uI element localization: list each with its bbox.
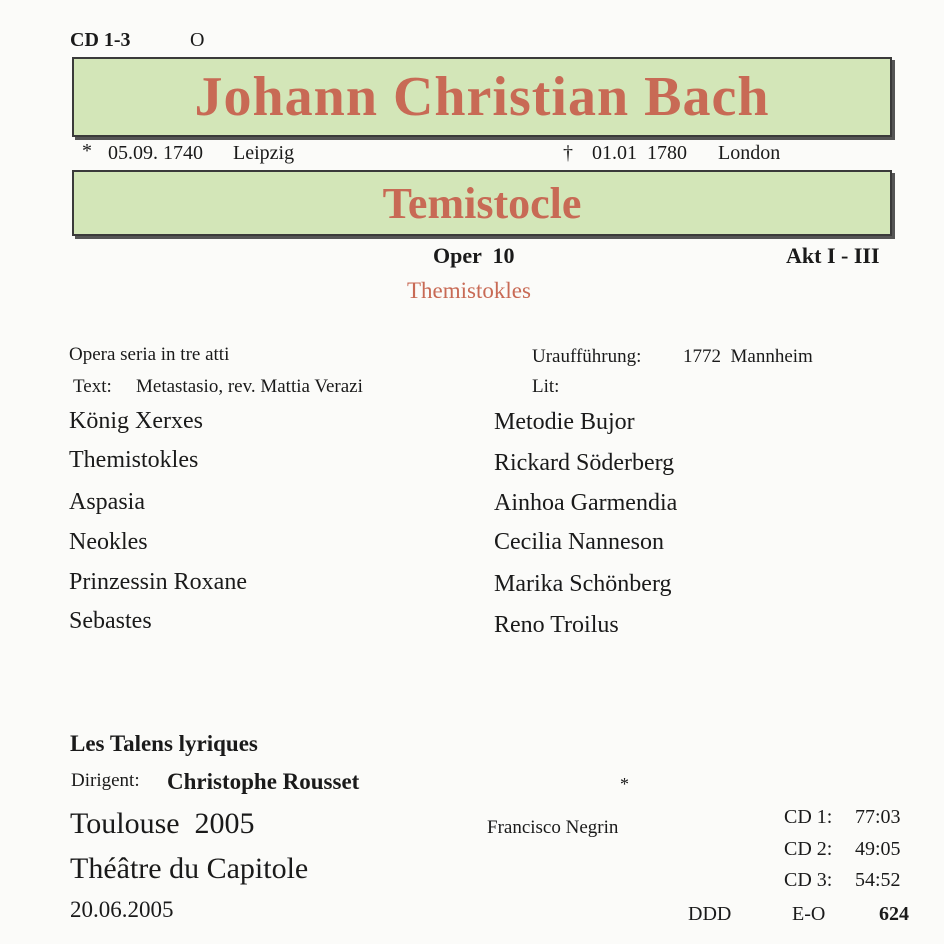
cast-role: Themistokles — [69, 447, 199, 473]
performance-date: 20.06.2005 — [70, 897, 174, 922]
cast-singer: Cecilia Nanneson — [494, 529, 664, 555]
source-code: E-O — [792, 903, 826, 925]
cast-singer: Reno Troilus — [494, 612, 619, 638]
birth-symbol: * — [82, 140, 92, 162]
death-place: London — [718, 142, 781, 164]
cast-singer: Rickard Söderberg — [494, 450, 675, 476]
cast-singer: Ainhoa Garmendia — [494, 490, 678, 516]
work-genre: Opera seria in tre atti — [69, 344, 230, 365]
composer-banner — [72, 57, 892, 137]
lit-label: Lit: — [532, 376, 560, 397]
birth-date: 05.09. 1740 — [108, 142, 203, 164]
work-subtitle: Themistokles — [407, 278, 531, 303]
cast-role: Aspasia — [69, 489, 145, 515]
disc-time: 49:05 — [855, 838, 901, 860]
disc-label: CD 1: — [784, 806, 833, 828]
director-name: Francisco Negrin — [487, 817, 619, 838]
death-symbol: † — [563, 142, 573, 164]
cast-role: König Xerxes — [69, 408, 203, 434]
cast-role: Neokles — [69, 529, 148, 555]
venue: Théâtre du Capitole — [70, 852, 309, 885]
cd-label: CD 1-3 — [70, 29, 131, 51]
disc-label: CD 2: — [784, 838, 833, 860]
cast-singer: Marika Schönberg — [494, 571, 672, 597]
text-value: Metastasio, rev. Mattia Verazi — [136, 376, 363, 397]
cast-role: Prinzessin Roxane — [69, 569, 247, 595]
director-star: * — [620, 774, 629, 794]
work-title: Temistocle — [382, 178, 582, 228]
header-code: O — [190, 29, 205, 51]
conductor-name: Christophe Rousset — [167, 769, 360, 794]
work-banner — [72, 170, 892, 236]
cast-role: Sebastes — [69, 608, 152, 634]
catalog-number: 624 — [879, 903, 909, 925]
conductor-label: Dirigent: — [71, 770, 140, 791]
premiere-value: 1772 Mannheim — [683, 346, 813, 367]
work-category: Oper 10 — [433, 243, 515, 268]
death-date: 01.01 1780 — [592, 142, 687, 164]
work-acts: Akt I - III — [786, 243, 880, 268]
disc-time: 77:03 — [855, 806, 901, 828]
composer-name: Johann Christian Bach — [194, 66, 770, 128]
ensemble-name: Les Talens lyriques — [70, 731, 258, 756]
birth-place: Leipzig — [233, 142, 295, 164]
text-label: Text: — [73, 376, 112, 397]
cast-singer: Metodie Bujor — [494, 409, 635, 435]
recording-type: DDD — [688, 903, 732, 925]
disc-time: 54:52 — [855, 869, 901, 891]
city-year: Toulouse 2005 — [70, 807, 255, 840]
premiere-label: Uraufführung: — [532, 346, 642, 367]
disc-label: CD 3: — [784, 869, 833, 891]
